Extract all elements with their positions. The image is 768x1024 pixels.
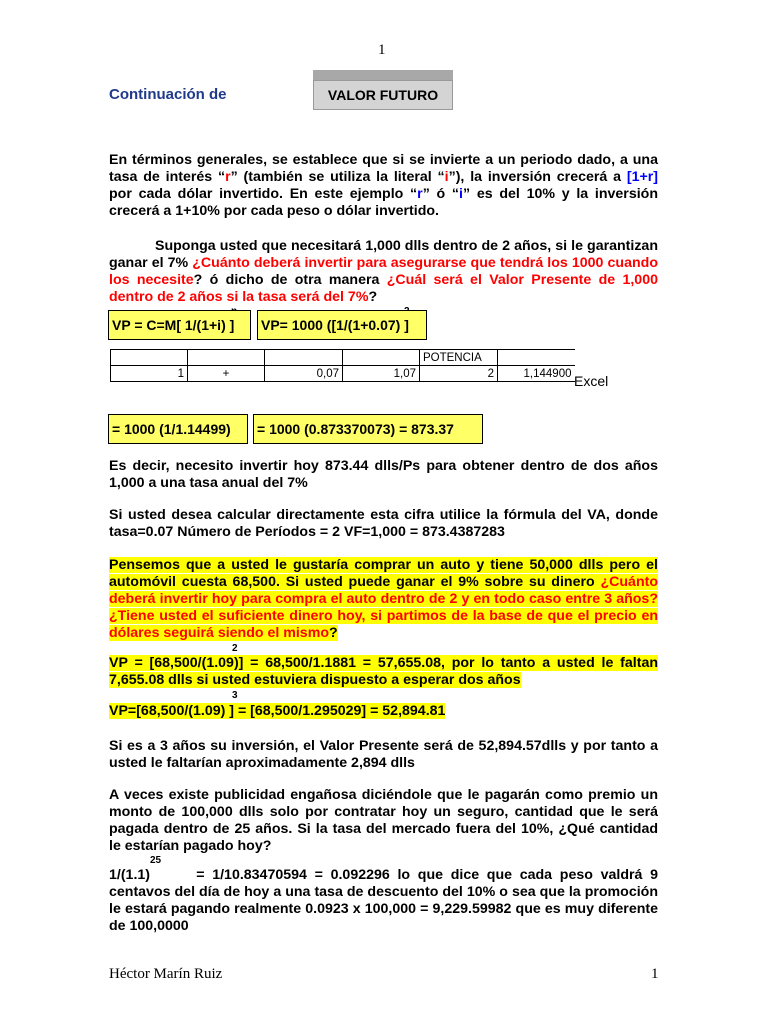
paragraph-advertising: A veces existe publicidad engañosa diciéndole que le pagarán como premio un monto de 100,000 dlls solo por contratar hoy un seguro, cantidad que le será pagada dentro de 25 años. Si la tasa del mercado fuera del 10%, ¿Qué cantidad le estarían pagado hoy? xyxy=(109,787,658,854)
page-number-top: 1 xyxy=(378,42,386,58)
title-text: VALOR FUTURO xyxy=(313,80,453,110)
eq2-exponent: 3 xyxy=(232,690,238,701)
excel-cell: 2 xyxy=(420,366,498,382)
p8-exponent: 25 xyxy=(150,855,162,866)
paragraph-va-formula: Si usted desea calcular directamente esta cifra utilice la fórmula del VA, donde tasa=0.07 Número de Períodos = 2 VF=1,000 = 873.4387283 xyxy=(109,507,658,540)
paragraph-example: Suponga usted que necesitará 1,000 dlls dentro de 2 años, si le garantizan ganar el 7% ¿Cuánto deberá invertir para asegurarse que tendrá los 1000 cuando los necesite? ó dicho de otra manera ¿Cuál será el Valor Presente de 1,000 dentro de 2 años si la tasa será del 7%? xyxy=(109,238,658,305)
excel-cell: 1 xyxy=(111,366,188,382)
footer-author: Héctor Marín Ruiz xyxy=(109,966,223,982)
footer-page-number: 1 xyxy=(651,966,659,982)
excel-data-row xyxy=(111,366,575,382)
excel-header-potencia: POTENCIA xyxy=(420,350,498,366)
excel-cell: 0,07 xyxy=(265,366,343,382)
result-box-2: = 1000 (0.873370073) = 873.37 xyxy=(253,414,483,444)
result-box-1: = 1000 (1/1.14499) xyxy=(108,414,248,444)
excel-cell: + xyxy=(188,366,265,382)
eq1-exponent: 2 xyxy=(232,643,238,654)
paragraph-three-years: Si es a 3 años su inversión, el Valor Presente será de 52,894.57dlls y por tanto a usted le faltarían aproximadamente 2,894 dlls xyxy=(109,738,658,771)
formula-box-general: VP = C=M[ 1/(1+i) ] xyxy=(108,310,251,340)
excel-cell: 1,07 xyxy=(343,366,420,382)
excel-table xyxy=(110,349,575,382)
excel-header-row xyxy=(111,350,575,366)
paragraph-intro: En términos generales, se establece que si se invierte a un periodo dado, a una tasa de interés “r” (también se utiliza la literal “i”), la inversión crecerá a [1+r] por cada dólar invertido. En este ejemplo “r” ó “i” es del 10% y la inversión crecerá a 1+10% por cada peso o dólar invertido. xyxy=(109,152,658,219)
title-box xyxy=(313,70,453,110)
continuation-label: Continuación de xyxy=(109,86,227,103)
paragraph-car-example: Pensemos que a usted le gustaría comprar un auto y tiene 50,000 dlls pero el automóvil cuesta 68,500. Si usted puede ganar el 9% sobre su dinero ¿Cuánto deberá invertir hoy para compra el auto dentro de 2 y en todo caso entre 3 años? ¿Tiene usted el suficiente dinero hoy, si partimos de la base de que el precio en dólares seguirá siendo el mismo? xyxy=(109,557,658,641)
equation-three-years: VP=[68,500/(1.09) ] = [68,500/1.295029] = 52,894.81 xyxy=(109,703,446,719)
excel-label: Excel xyxy=(574,373,609,389)
equation-two-years: VP = [68,500/(1.09)] = 68,500/1.1881 = 57,655.08, por lo tanto a usted le faltan 7,655.08 dlls si usted estuviera dispuesto a esperar dos años xyxy=(109,655,658,688)
excel-cell: 1,144900 xyxy=(498,366,575,382)
paragraph-conclusion: Es decir, necesito invertir hoy 873.44 dlls/Ps para obtener dentro de dos años 1,000 a una tasa anual del 7% xyxy=(109,458,658,491)
paragraph-discount: 1/(1.1) = 1/10.83470594 = 0.092296 lo que dice que cada peso valdrá 9 centavos del día de hoy a una tasa de descuento del 10% o sea que la promoción le estará pagando realmente 0.0923 x 100,000 = 9,229.59982 que es muy diferente de 100,0000 xyxy=(109,867,662,934)
formula-box-example: VP= 1000 ([1/(1+0.07) ] xyxy=(257,310,427,340)
